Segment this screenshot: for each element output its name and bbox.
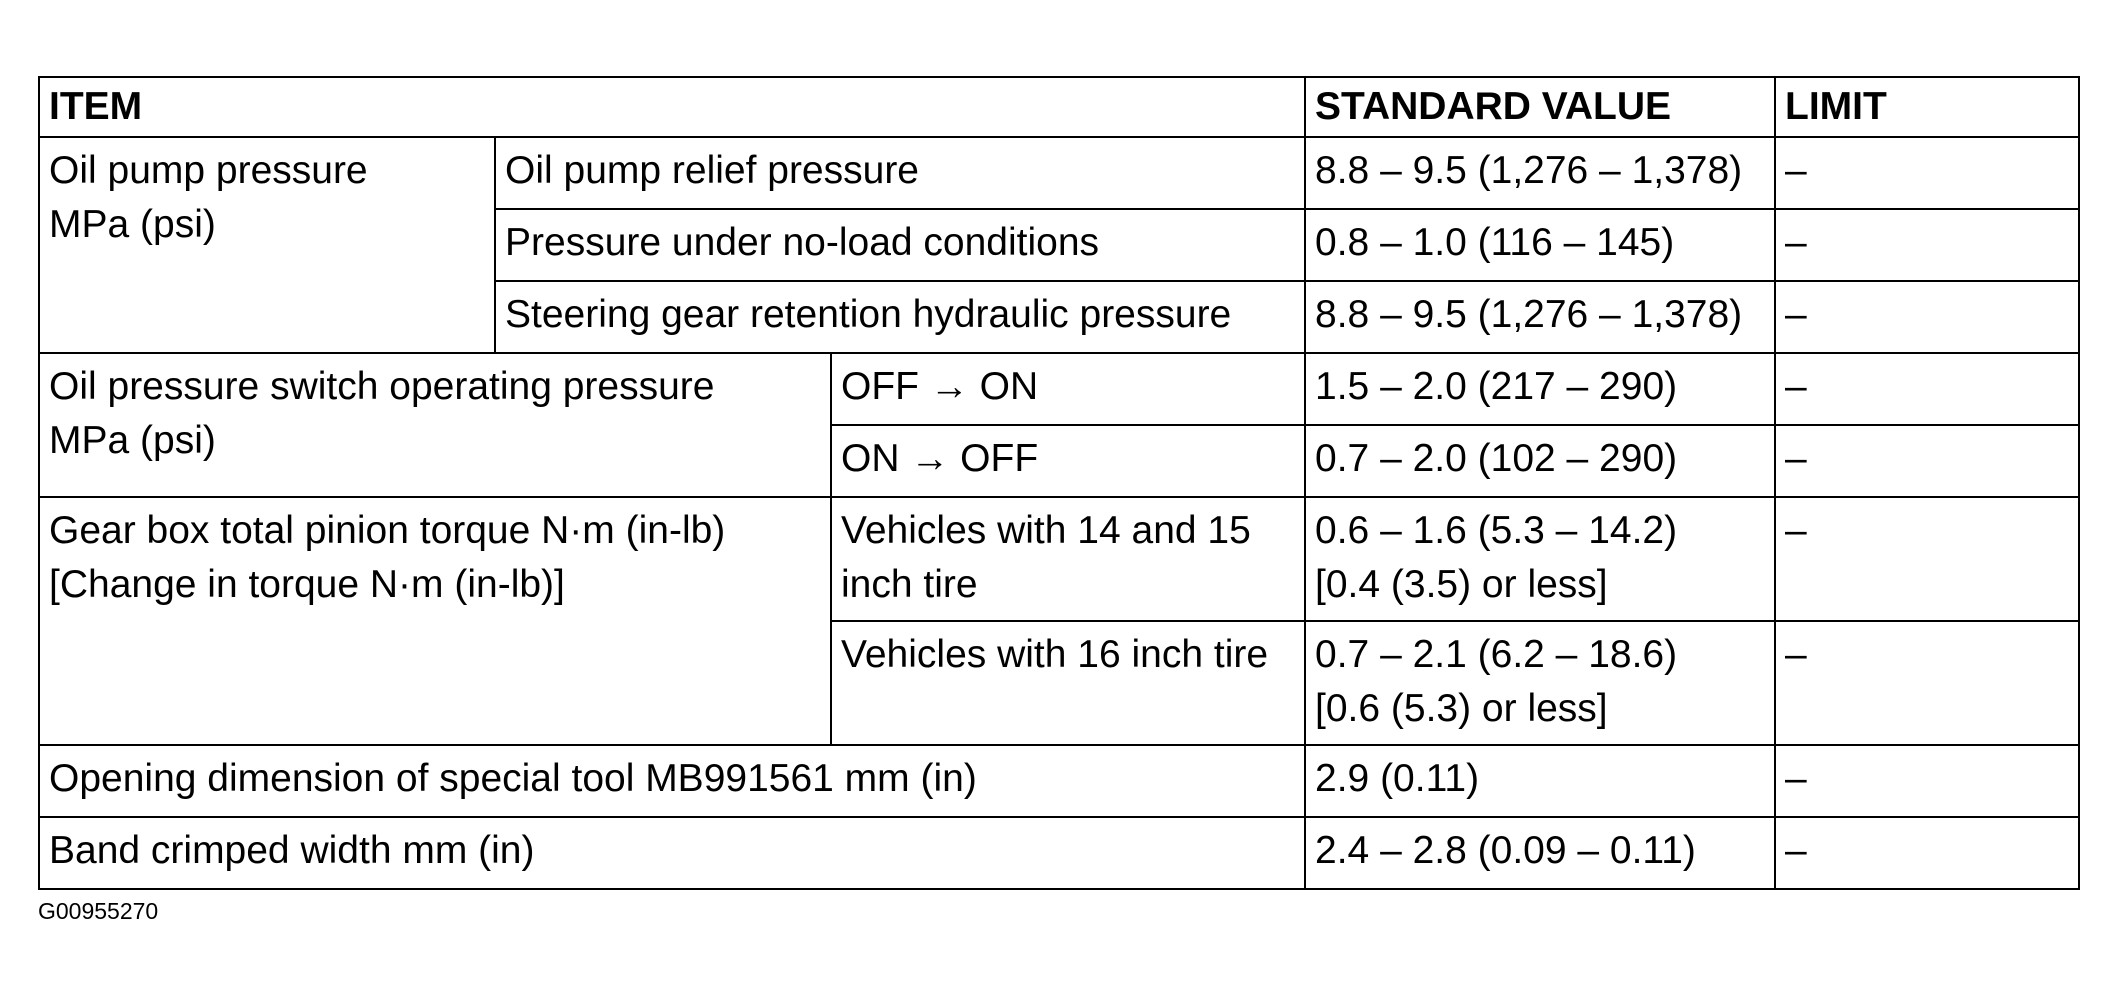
oil-pump-relief-standard: 8.8 – 9.5 (1,276 – 1,378) xyxy=(1305,137,1775,209)
limit-dash: – xyxy=(1785,293,1807,336)
header-standard-value: STANDARD VALUE xyxy=(1305,77,1775,137)
band-width-limit xyxy=(1775,817,2079,889)
switch-off-on-standard: 1.5 – 2.0 (217 – 290) xyxy=(1305,353,1775,425)
no-load-pressure-limit xyxy=(1775,209,2079,281)
tire-14-15-condition-line2: inch tire xyxy=(841,563,978,606)
tire-14-15-standard-line2: [0.4 (3.5) or less] xyxy=(1315,563,1608,606)
no-load-pressure-standard: 0.8 – 1.0 (116 – 145) xyxy=(1305,209,1775,281)
oil-pump-pressure-label-line2: MPa (psi) xyxy=(49,203,216,246)
tire-16-standard-line1: 0.7 – 2.1 (6.2 – 18.6) xyxy=(1315,633,1678,676)
tire-14-15-limit xyxy=(1775,497,2079,621)
tire-16-standard xyxy=(1305,621,1775,745)
limit-dash: – xyxy=(1785,829,1807,872)
specification-table xyxy=(38,76,2080,890)
gear-box-torque-label-line1: Gear box total pinion torque N·m (in-lb) xyxy=(49,509,726,552)
oil-pressure-switch-label-line2: MPa (psi) xyxy=(49,419,216,462)
special-tool-item: Opening dimension of special tool MB991561 mm (in) xyxy=(39,745,1305,817)
oil-pump-relief-item: Oil pump relief pressure xyxy=(495,137,1305,209)
tire-16-condition-line1: Vehicles with 16 inch tire xyxy=(841,633,1269,676)
switch-on-off-standard: 0.7 – 2.0 (102 – 290) xyxy=(1305,425,1775,497)
limit-dash: – xyxy=(1785,757,1807,800)
header-limit: LIMIT xyxy=(1775,77,2079,137)
tire-14-15-condition xyxy=(831,497,1305,621)
table-row xyxy=(39,817,2079,889)
limit-dash: – xyxy=(1785,149,1807,192)
table-row xyxy=(39,497,2079,621)
switch-off-on-limit xyxy=(1775,353,2079,425)
limit-dash: – xyxy=(1785,365,1807,408)
tire-16-limit xyxy=(1775,621,2079,745)
oil-pressure-switch-label xyxy=(39,353,831,497)
steering-gear-retention-standard: 8.8 – 9.5 (1,276 – 1,378) xyxy=(1305,281,1775,353)
switch-on-off-limit xyxy=(1775,425,2079,497)
no-load-pressure-item: Pressure under no-load conditions xyxy=(495,209,1305,281)
limit-dash: – xyxy=(1785,221,1807,264)
tire-16-standard-line2: [0.6 (5.3) or less] xyxy=(1315,687,1608,730)
switch-off-on-condition: OFF → ON xyxy=(831,353,1305,425)
switch-on-off-condition: ON → OFF xyxy=(831,425,1305,497)
limit-dash: – xyxy=(1785,509,1807,552)
special-tool-limit xyxy=(1775,745,2079,817)
tire-16-condition xyxy=(831,621,1305,745)
table-row xyxy=(39,353,2079,425)
oil-pump-pressure-label xyxy=(39,137,495,353)
band-width-item: Band crimped width mm (in) xyxy=(39,817,1305,889)
tire-14-15-condition-line1: Vehicles with 14 and 15 xyxy=(841,509,1251,552)
oil-pump-pressure-label-line1: Oil pump pressure xyxy=(49,149,368,192)
gear-box-torque-label-line2: [Change in torque N·m (in-lb)] xyxy=(49,563,565,606)
table-row xyxy=(39,745,2079,817)
tire-14-15-standard-line1: 0.6 – 1.6 (5.3 – 14.2) xyxy=(1315,509,1678,552)
table-row xyxy=(39,137,2079,209)
steering-gear-retention-item: Steering gear retention hydraulic pressure xyxy=(495,281,1305,353)
header-item: ITEM xyxy=(39,77,1305,137)
steering-gear-retention-limit xyxy=(1775,281,2079,353)
oil-pump-relief-limit xyxy=(1775,137,2079,209)
header-row xyxy=(39,77,2079,137)
limit-dash: – xyxy=(1785,437,1807,480)
gear-box-torque-label xyxy=(39,497,831,745)
special-tool-standard: 2.9 (0.11) xyxy=(1305,745,1775,817)
oil-pressure-switch-label-line1: Oil pressure switch operating pressure xyxy=(49,365,715,408)
band-width-standard: 2.4 – 2.8 (0.09 – 0.11) xyxy=(1305,817,1775,889)
limit-dash: – xyxy=(1785,633,1807,676)
figure-id: G00955270 xyxy=(38,898,159,924)
tire-14-15-standard xyxy=(1305,497,1775,621)
